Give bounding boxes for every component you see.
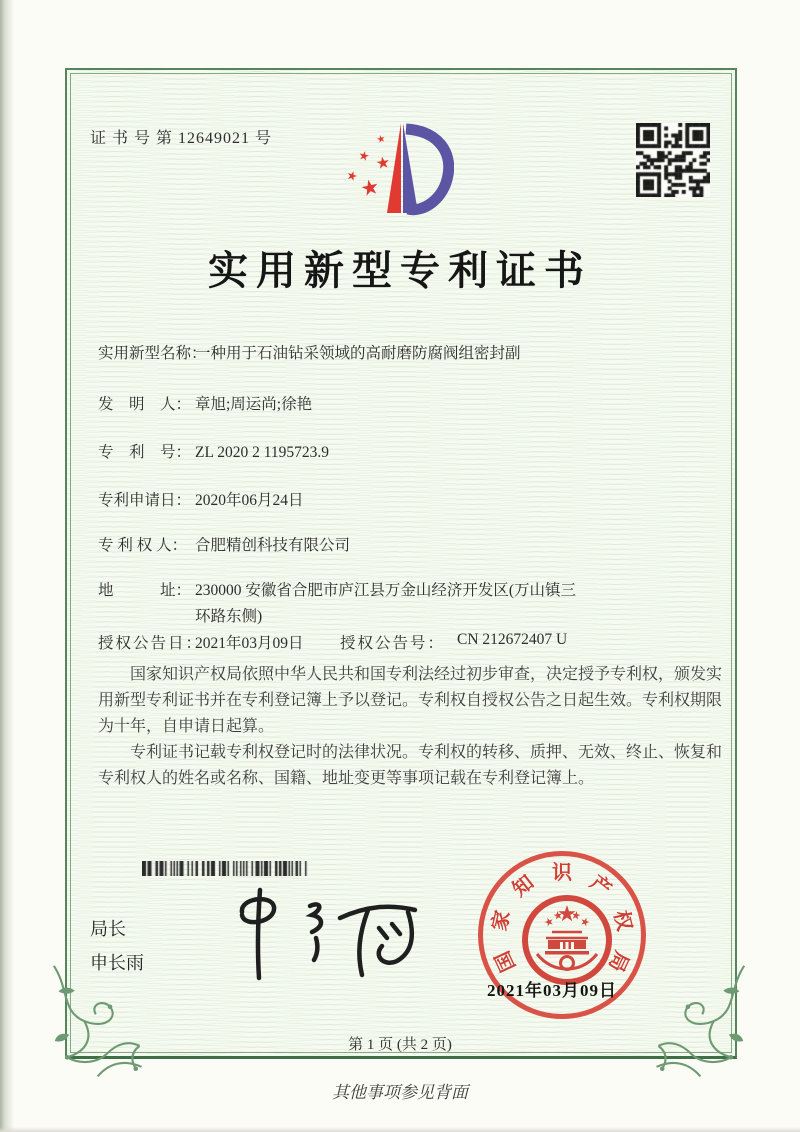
field-label-address: 地 址： xyxy=(98,582,192,599)
field-label-grant-no: 授权公告号： xyxy=(340,635,446,652)
field-value-inventor: 章旭;周运尚;徐艳 xyxy=(195,396,313,413)
seal-ring-char: 国 xyxy=(491,947,521,975)
legal-paragraph-1: 国家知识产权局依照中华人民共和国专利法经过初步审查，决定授予专利权，颁发实用新型专利证书并在专利登记簿上予以登记。专利权自授权公告之日起生效。专利权期限为十年，自申请日起算。 xyxy=(98,666,723,735)
field-label-name: 实用新型名称： xyxy=(98,345,207,362)
field-label-patent-no: 专 利 号： xyxy=(98,444,192,461)
field-label-patentee: 专 利 权 人： xyxy=(98,537,188,554)
field-row-filing-date xyxy=(98,488,304,510)
page-indicator: 第 1 页 (共 2 页) xyxy=(348,1037,452,1053)
legal-paragraph-2: 专利证书记载专利权登记时的法律状况。专利权的转移、质押、无效、终止、恢复和专利权人的姓名或名称、国籍、地址变更等事项记载在专利登记簿上。 xyxy=(98,744,723,787)
field-value-patent-no: ZL 2020 2 1195723.9 xyxy=(195,444,330,461)
seal-date: 2021年03月09日 xyxy=(487,981,617,1000)
field-value-patentee: 合肥精创科技有限公司 xyxy=(195,537,351,554)
field-label-filing-date: 专利申请日： xyxy=(98,492,192,509)
seal-ring-char: 知 xyxy=(508,871,539,902)
seal-ring-char: 产 xyxy=(585,871,616,902)
corner-flourish-bottom-left-icon xyxy=(48,962,153,1089)
cnipa-logo-icon xyxy=(342,120,454,221)
field-row-address xyxy=(98,578,576,600)
seal-ring-char: 局 xyxy=(603,947,633,975)
field-value-address-line2: 环路东侧) xyxy=(195,608,263,625)
field-value-name: 一种用于石油钻采领域的高耐磨防腐阀组密封副 xyxy=(195,345,521,362)
field-value-filing-date: 2020年06月24日 xyxy=(195,492,304,509)
legal-text-block xyxy=(98,662,722,792)
field-value-grant-no: CN 212672407 U xyxy=(457,631,568,648)
barcode xyxy=(142,861,308,876)
field-value-address-line1: 230000 安徽省合肥市庐江县万金山经济开发区(万山镇三 xyxy=(195,582,577,599)
seal-ring-char: 权 xyxy=(609,908,636,933)
qr-code xyxy=(636,123,710,197)
certificate-title: 实用新型专利证书 xyxy=(208,248,592,293)
field-label-grant-date: 授权公告日： xyxy=(98,635,204,652)
scan-left-edge xyxy=(0,0,14,1132)
seal-ring-char: 家 xyxy=(488,908,515,933)
signer-title: 局长 xyxy=(90,919,126,939)
field-row-patent-no xyxy=(98,440,329,462)
corner-flourish-bottom-right-icon xyxy=(645,962,750,1089)
field-row-inventor xyxy=(98,392,312,414)
signature-shenchangyu xyxy=(222,880,422,990)
signer-name: 申长雨 xyxy=(90,953,144,973)
seal-ring-char: 识 xyxy=(552,862,572,884)
scan-bottom-edge xyxy=(0,1127,800,1132)
certificate-number: 证 书 号 第 12649021 号 xyxy=(90,130,273,147)
field-row-patentee xyxy=(98,533,350,555)
field-label-inventor: 发 明 人： xyxy=(98,396,192,413)
field-row-name xyxy=(98,341,521,363)
field-value-grant-date: 2021年03月09日 xyxy=(195,635,304,652)
back-note: 其他事项参见背面 xyxy=(332,1083,468,1102)
